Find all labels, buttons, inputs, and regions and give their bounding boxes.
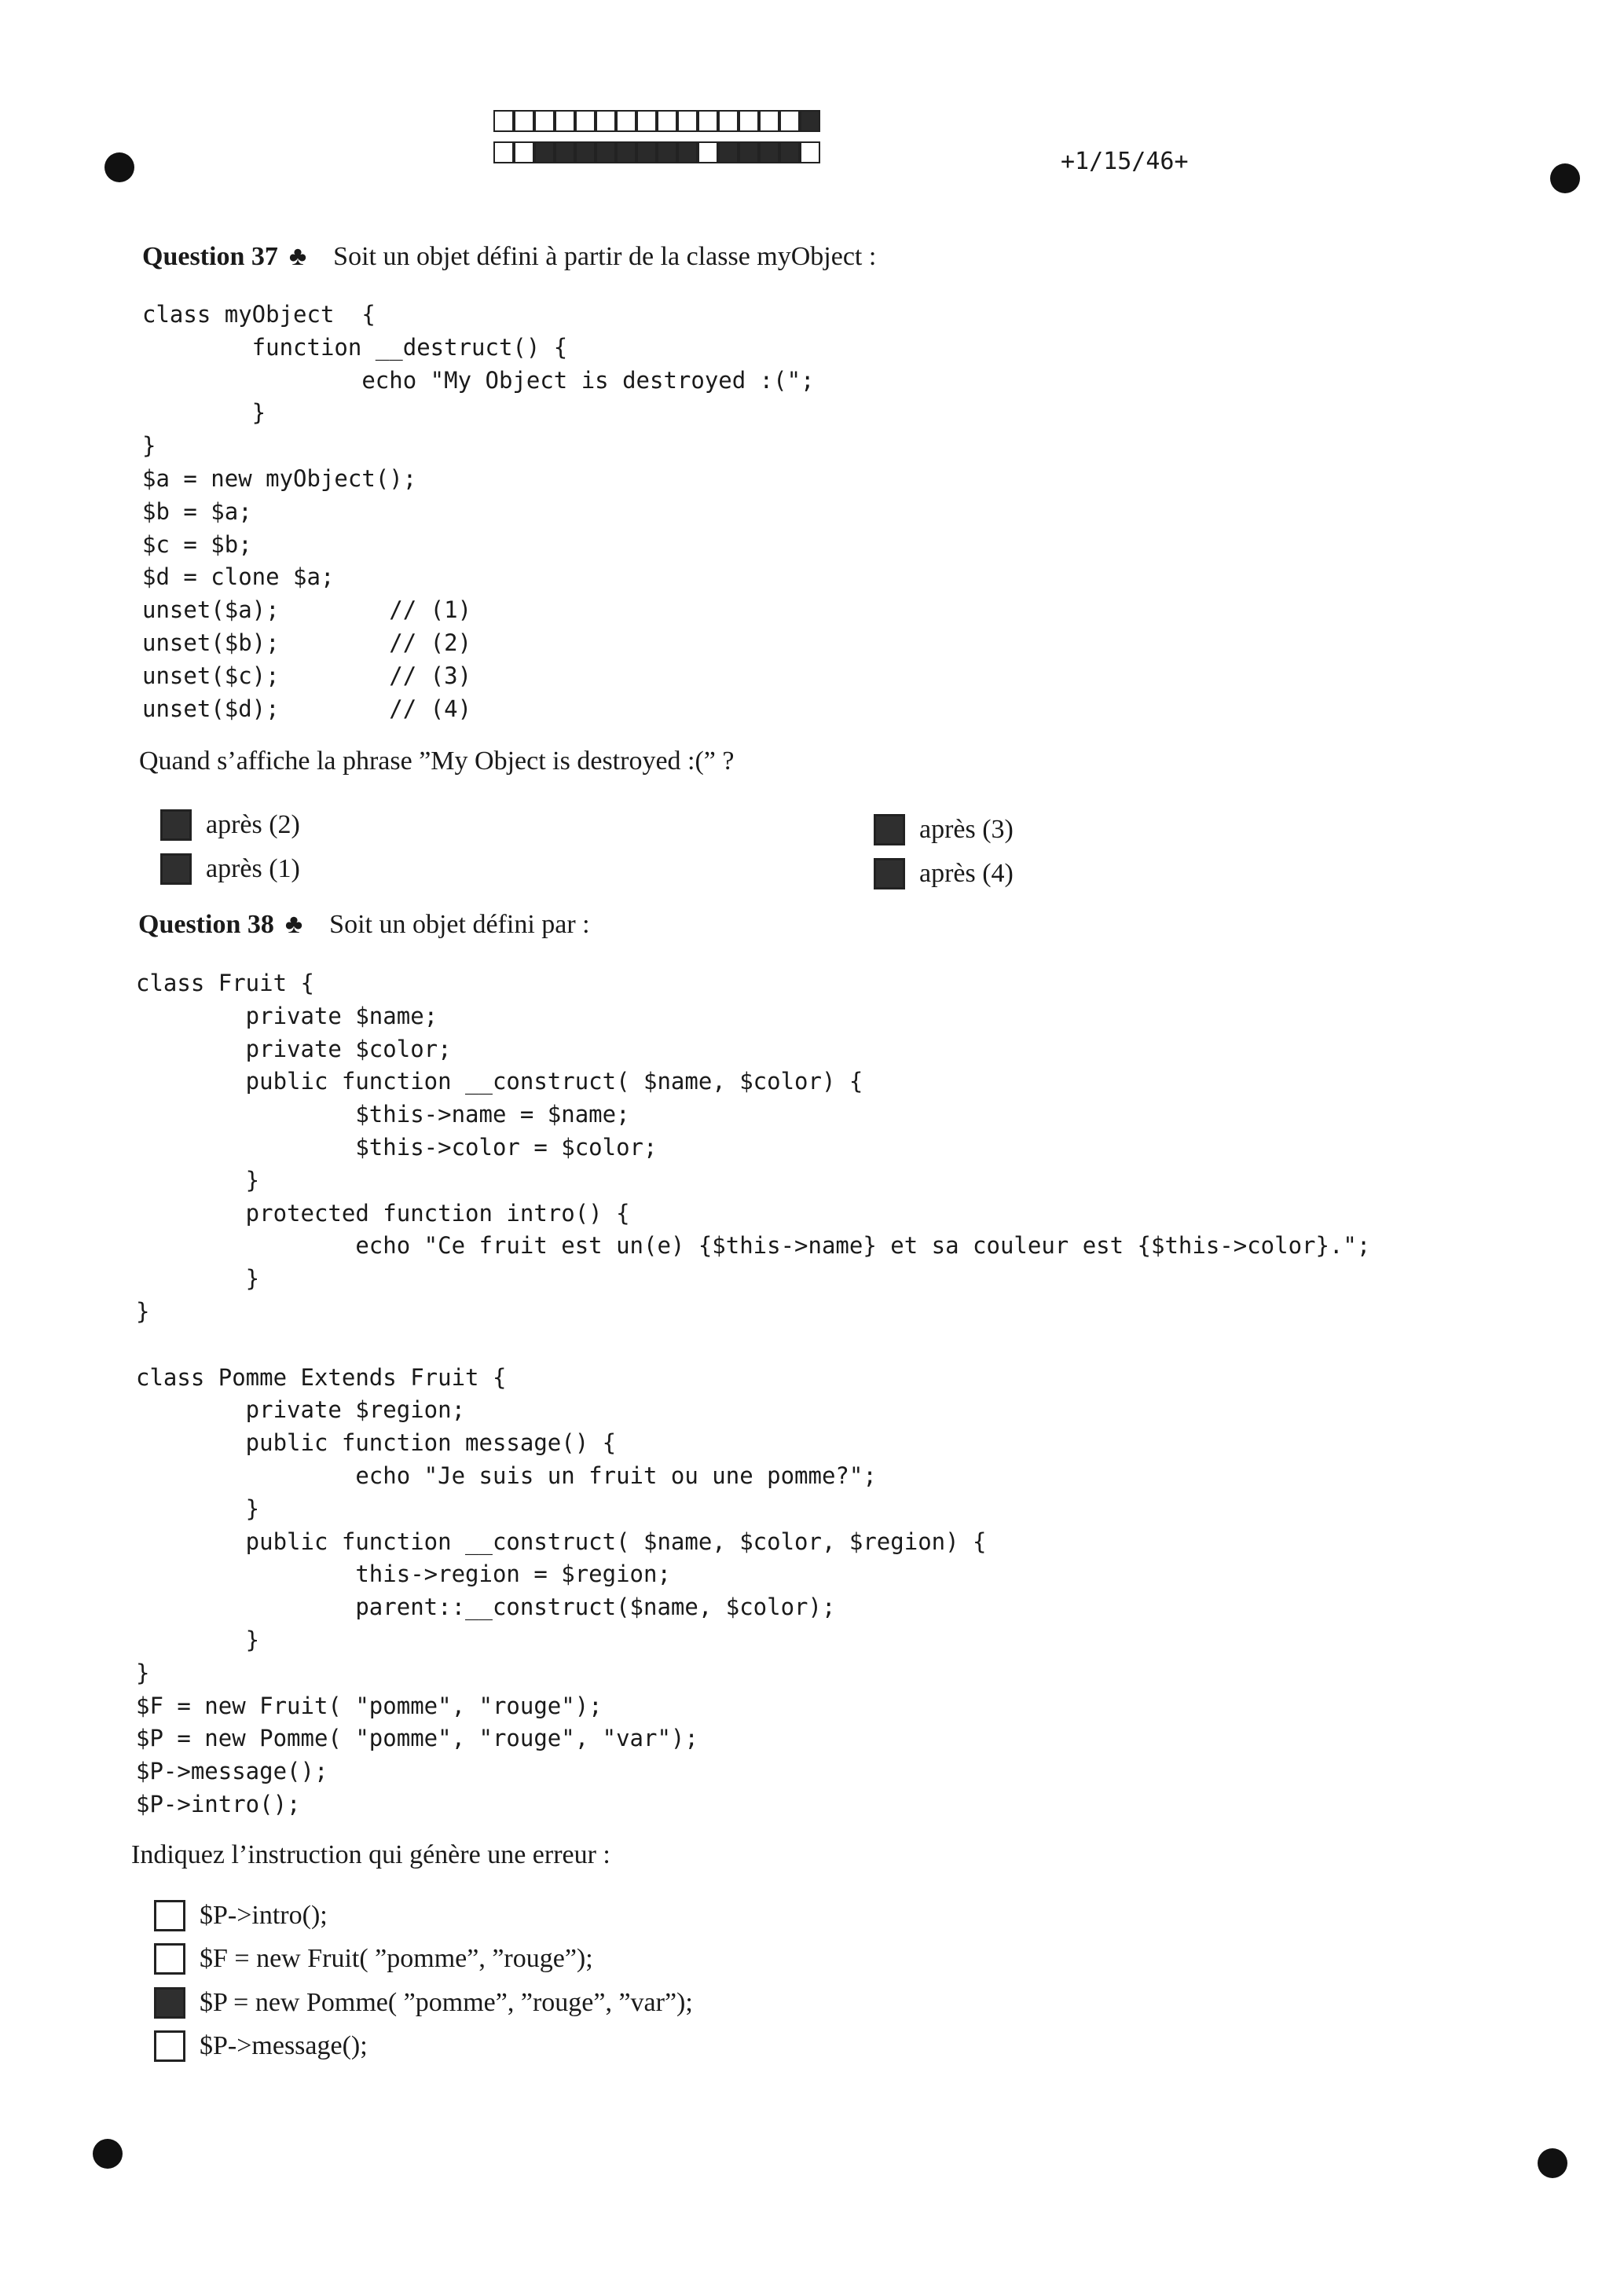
answer-label: $P->message(); <box>200 2031 368 2060</box>
answer-option[interactable] <box>874 858 1014 889</box>
question-number: Question 38 <box>138 910 274 939</box>
registration-mark-top-right <box>1550 163 1580 193</box>
question-38-prompt: Indiquez l’instruction qui génère une erreur : <box>131 1840 610 1869</box>
registration-mark-bottom-right <box>1538 2148 1567 2178</box>
registration-mark-top-left <box>104 152 134 182</box>
answer-option[interactable] <box>160 809 300 841</box>
question-number: Question 37 <box>142 242 278 271</box>
code-block-q37: class myObject { function __destruct() { echo "My Object is destroyed :("; } } $a = new myObject(); $b = $a; $c = $b; $d = clone $a; unset($a); // (1) unset($b); // (2) unset($c); // (3) unset($d); // (4) <box>142 301 815 722</box>
answer-option[interactable] <box>154 1900 328 1931</box>
answer-label: après (4) <box>919 859 1014 888</box>
page-id: +1/15/46+ <box>1061 148 1189 175</box>
answer-option[interactable] <box>874 814 1014 845</box>
answer-label: après (2) <box>206 810 300 839</box>
checkbox[interactable] <box>874 814 905 845</box>
answer-option[interactable] <box>160 853 300 885</box>
registration-mark-bottom-left <box>93 2139 123 2169</box>
checkbox[interactable] <box>160 853 192 885</box>
question-37-prompt: Quand s’affiche la phrase ”My Object is destroyed :(” ? <box>139 746 735 776</box>
checkbox[interactable] <box>154 1943 185 1975</box>
question-text: Soit un objet défini à partir de la classe myObject : <box>333 242 877 271</box>
question-text: Soit un objet défini par : <box>329 910 590 939</box>
barcode-row-1 <box>493 110 820 134</box>
question-37-heading <box>142 242 876 272</box>
checkbox[interactable] <box>154 1987 185 2019</box>
answer-label: $P->intro(); <box>200 1901 328 1930</box>
checkbox[interactable] <box>154 2030 185 2062</box>
checkbox[interactable] <box>160 809 192 841</box>
answer-option[interactable] <box>154 1987 693 2019</box>
answer-label: $F = new Fruit( ”pomme”, ”rouge”); <box>200 1944 593 1973</box>
code-block-q38: class Fruit { private $name; private $color; public function __construct( $name, $color) { $this->name = $name; $this->color = $color; } protected function intro() { echo "Ce fruit est un(e) {$this->name} et sa couleur est {$this->color}."; } } class Pomme Extends Fruit { private $region; public function message() { echo "Je suis un fruit ou une pomme?"; } public function __construct( $name, $color, $region) { this->region = $region; parent::__construct($name, $color); } } $F = new Fruit( "pomme", "rouge"); $P = new Pomme( "pomme", "rouge", "var"); $P->message(); $P->intro(); <box>136 970 1371 1817</box>
answer-label: après (1) <box>206 854 300 883</box>
barcode-row-2 <box>493 141 820 165</box>
answer-option[interactable] <box>154 2030 368 2062</box>
club-icon: ♣ <box>284 910 303 939</box>
checkbox[interactable] <box>154 1900 185 1931</box>
answer-option[interactable] <box>154 1943 593 1975</box>
answer-label: $P = new Pomme( ”pomme”, ”rouge”, ”var”); <box>200 1988 693 2017</box>
checkbox[interactable] <box>874 858 905 889</box>
question-38-heading <box>138 910 590 940</box>
club-icon: ♣ <box>288 242 307 271</box>
answer-label: après (3) <box>919 815 1014 844</box>
